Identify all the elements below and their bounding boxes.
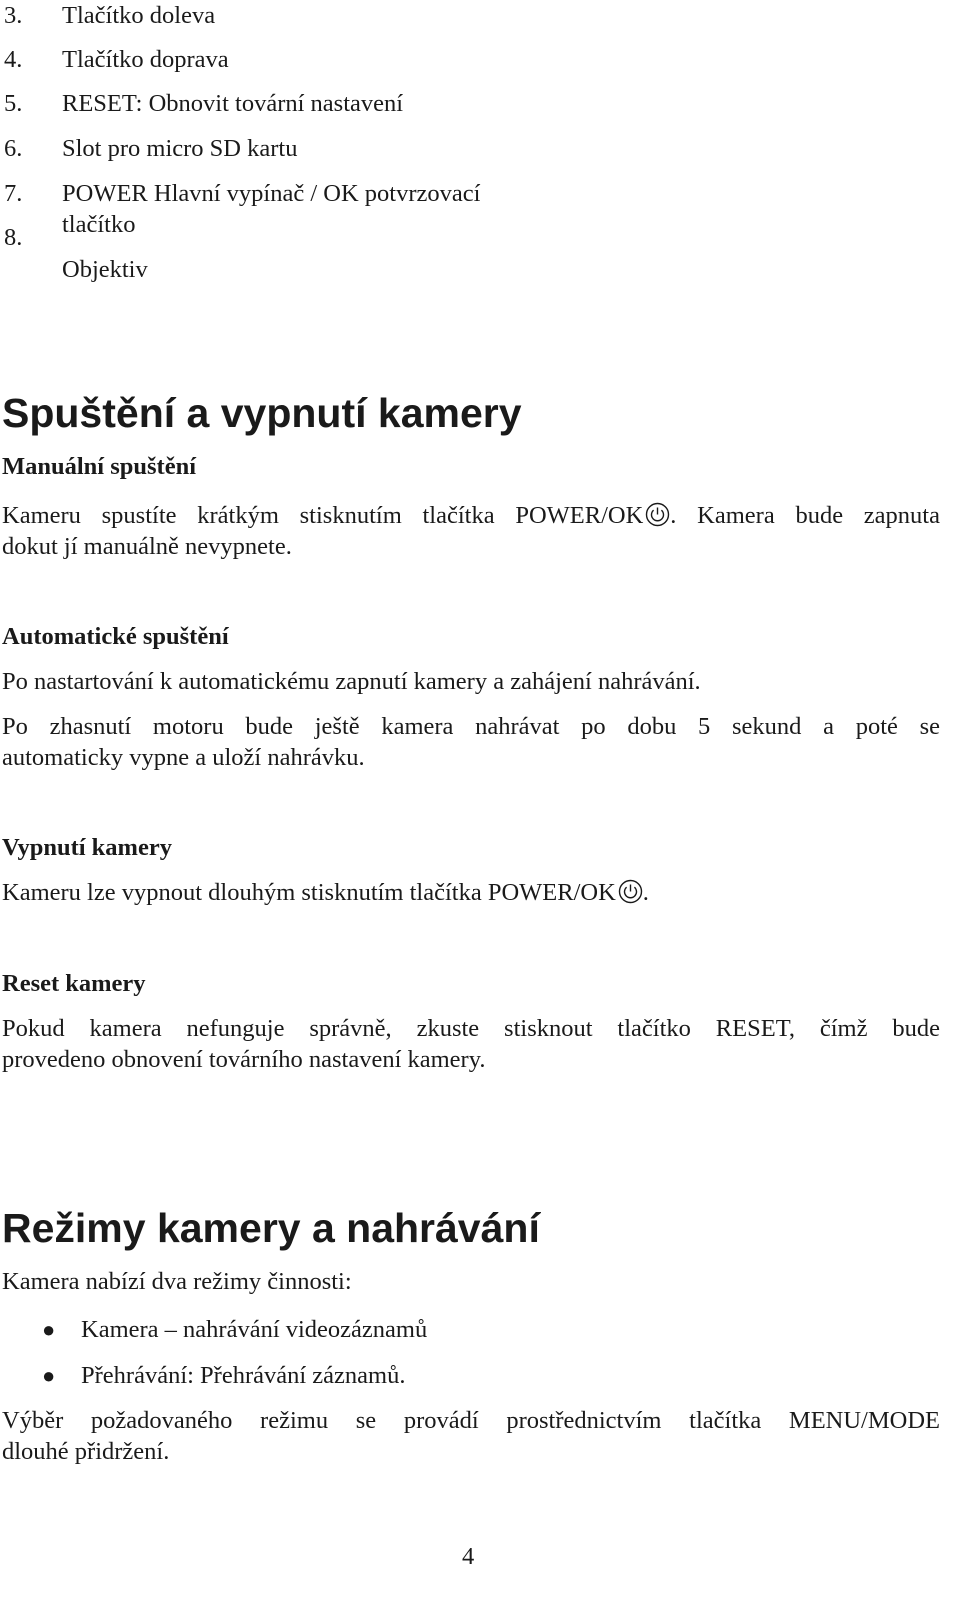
list-item-label: Tlačítko doleva [62,2,216,29]
list-item-number: 6. [4,135,23,162]
list-item-label: Slot pro micro SD kartu [62,135,298,162]
paragraph-power-off: Kameru lze vypnout dlouhým stisknutím tlačítka POWER/OK . [2,879,649,906]
list-item: Kamera – nahrávání videozáznamů [81,1316,428,1343]
heading-power-off: Vypnutí kamery [2,834,172,861]
section-title-modes: Režimy kamery a nahrávání [2,1205,540,1251]
paragraph-auto-stop: Po zhasnutí motoru bude ještě kamera nahrávat po dobu 5 sekund a poté se automaticky vypne a uloží nahrávku. [2,713,940,771]
list-item-number: 8. [4,224,23,251]
list-item-label: Objektiv [62,256,148,283]
paragraph-reset: Pokud kamera nefunguje správně, zkuste stisknout tlačítko RESET, čímž bude provedeno obnovení továrního nastavení kamery. [2,1015,940,1073]
power-icon [618,879,643,904]
list-item-number: 7. [4,180,23,207]
heading-auto-start: Automatické spuštění [2,623,229,650]
page-number: 4 [462,1543,475,1570]
heading-reset: Reset kamery [2,970,146,997]
paragraph-manual-start: Kameru spustíte krátkým stisknutím tlačítka POWER/OK . Kamera bude zapnuta dokut jí manuálně nevypnete. [2,502,940,560]
section-title-power: Spuštění a vypnutí kamery [2,390,522,436]
list-item-label: Tlačítko doprava [62,46,229,73]
heading-manual-start: Manuální spuštění [2,453,197,480]
bullet-icon: ● [42,1363,56,1388]
list-item-number: 4. [4,46,23,73]
list-item-number: 5. [4,90,23,117]
paragraph-modes-intro: Kamera nabízí dva režimy činnosti: [2,1268,352,1295]
list-item-label: POWER Hlavní vypínač / OK potvrzovací [62,180,481,207]
paragraph-modes-outro: Výběr požadovaného režimu se provádí prostřednictvím tlačítka MENU/MODE dlouhé přidržení. [2,1407,940,1465]
paragraph-auto-start: Po nastartování k automatickému zapnutí kamery a zahájení nahrávání. [2,668,701,695]
list-item: Přehrávání: Přehrávání záznamů. [81,1362,406,1389]
list-item-label: tlačítko [62,211,136,238]
list-item-number: 3. [4,2,23,29]
bullet-icon: ● [42,1317,56,1342]
list-item-label: RESET: Obnovit tovární nastavení [62,90,404,117]
power-icon [645,502,670,527]
